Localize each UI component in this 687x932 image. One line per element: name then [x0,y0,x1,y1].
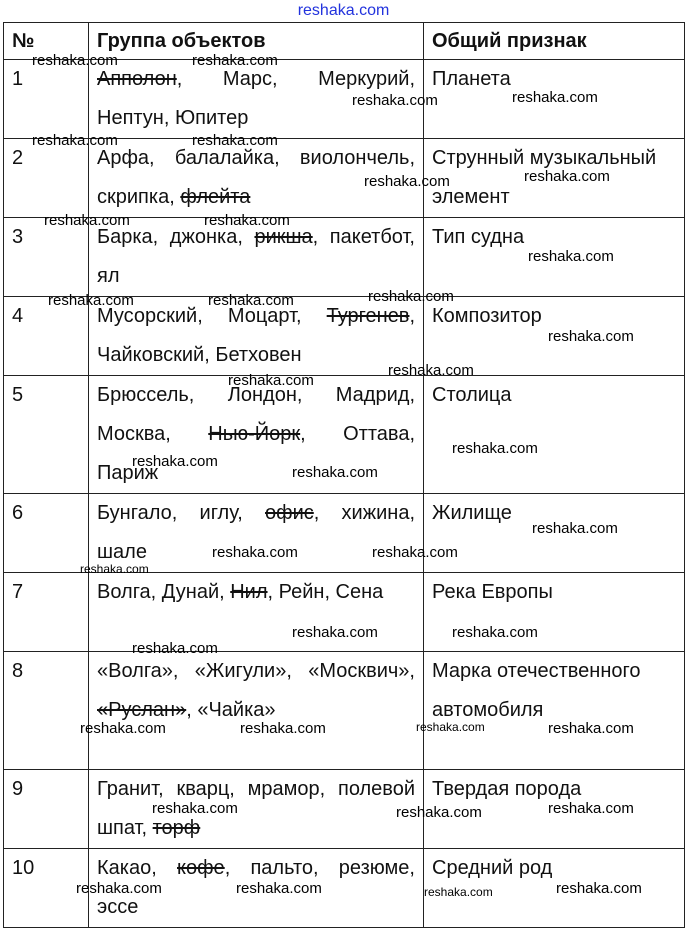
watermark-text: reshaka.com [548,328,634,345]
crossed-out-word: офис [265,502,314,524]
watermark-text: reshaka.com [292,624,378,641]
common-feature: Река Европы [424,573,685,652]
top-watermark: reshaka.com [297,2,390,19]
watermark-text: reshaka.com [396,804,482,821]
common-feature: Жилище [424,494,685,573]
crossed-out-word: кофе [177,857,225,879]
crossed-out-word: «Руслан» [97,699,187,721]
group-text-before: Какао, [97,857,177,879]
group-text-before: «Волга», «Жигули», «Москвич», [97,660,415,682]
crossed-out-word: Нью-Йорк [208,423,301,445]
group-text-before: Волга, Дунай, [97,581,231,603]
header-feature: Общий признак [424,23,685,60]
object-group [89,652,424,770]
watermark-text: reshaka.com [236,880,322,897]
group-text-before: Арфа, балалайка, виолончель, скрипка, [97,147,415,208]
common-feature: Планета [424,60,685,139]
common-feature: Композитор [424,297,685,376]
watermark-text: reshaka.com [192,132,278,149]
watermark-text: reshaka.com [80,720,166,737]
watermark-text: reshaka.com [524,168,610,185]
watermark-text: reshaka.com [548,800,634,817]
table-row [4,652,685,770]
common-feature: Марка отечественного автомобиля [424,652,685,770]
watermark-text: reshaka.com [152,800,238,817]
crossed-out-word: Апполон [97,68,177,90]
object-group [89,218,424,297]
common-feature: Столица [424,376,685,494]
table-row [4,60,685,139]
object-group [89,494,424,573]
group-text-after: , «Чайка» [186,699,276,721]
row-number: 3 [4,218,89,297]
watermark-text: reshaka.com [424,885,493,899]
table-row [4,573,685,652]
watermark-text: reshaka.com [212,544,298,561]
header-num: № [4,23,89,60]
watermark-text: reshaka.com [556,880,642,897]
group-text-after: , Марс, Меркурий, Нептун, Юпитер [97,68,415,129]
row-number: 6 [4,494,89,573]
row-number: 9 [4,770,89,849]
object-group [89,849,424,928]
crossed-out-word: рикша [254,226,313,248]
watermark-text: reshaka.com [44,212,130,229]
group-text-before: Гранит, кварц, мрамор, полевой шпат, [97,778,415,839]
object-group [89,297,424,376]
watermark-text: reshaka.com [372,544,458,561]
crossed-out-word: торф [152,817,201,839]
group-text-after: , Чайковский, Бетховен [97,305,415,366]
row-number: 5 [4,376,89,494]
watermark-text: reshaka.com [416,720,485,734]
common-feature: Твердая порода [424,770,685,849]
group-text-after: , Рейн, Сена [267,581,384,603]
object-group [89,573,424,652]
watermark-text: reshaka.com [80,562,149,576]
watermark-text: reshaka.com [32,52,118,69]
crossed-out-word: флейта [180,186,251,208]
table-row [4,376,685,494]
group-text-before: Мусорский, Моцарт, [97,305,327,327]
watermark-text: reshaka.com [192,52,278,69]
object-group [89,60,424,139]
table-row [4,297,685,376]
table-row [4,849,685,928]
group-text-after: , хижина, шале [97,502,416,563]
row-number: 4 [4,297,89,376]
watermark-text: reshaka.com [48,292,134,309]
watermark-text: reshaka.com [132,640,218,657]
group-text-after: , Оттава, Париж [97,423,415,484]
watermark-text: reshaka.com [76,880,162,897]
watermark-text: reshaka.com [452,440,538,457]
row-number: 10 [4,849,89,928]
group-text-after: , пальто, резюме, эссе [97,857,415,918]
object-group [89,139,424,218]
row-number: 7 [4,573,89,652]
object-group [89,770,424,849]
table-row [4,770,685,849]
watermark-text: reshaka.com [388,362,474,379]
watermark-text: reshaka.com [204,212,290,229]
crossed-out-word: Нил [230,581,268,603]
header-group: Группа объектов [89,23,424,60]
watermark-text: reshaka.com [240,720,326,737]
watermark-text: reshaka.com [364,173,450,190]
watermark-text: reshaka.com [132,453,218,470]
group-text-before: Барка, джонка, [97,226,255,248]
group-text-before: Брюссель, Лондон, Мадрид, Москва, [97,384,415,445]
row-number: 2 [4,139,89,218]
watermark-text: reshaka.com [352,92,438,109]
object-group [89,376,424,494]
header-row [4,23,685,60]
group-text-before: Бунгало, иглу, [97,502,266,524]
common-feature: Тип судна [424,218,685,297]
common-feature: Средний род [424,849,685,928]
table-row [4,218,685,297]
watermark-text: reshaka.com [292,464,378,481]
watermark-text: reshaka.com [452,624,538,641]
watermark-text: reshaka.com [32,132,118,149]
watermark-text: reshaka.com [532,520,618,537]
table-row [4,139,685,218]
watermark-text: reshaka.com [548,720,634,737]
crossed-out-word: Тургенев [326,305,410,327]
group-text-after: , пакетбот, ял [97,226,415,287]
row-number: 1 [4,60,89,139]
watermark-text: reshaka.com [512,89,598,106]
table-row [4,494,685,573]
watermark-text: reshaka.com [228,372,314,389]
row-number: 8 [4,652,89,770]
watermark-text: reshaka.com [528,248,614,265]
common-feature: Струнный музыкальный элемент [424,139,685,218]
watermark-text: reshaka.com [368,288,454,305]
watermark-text: reshaka.com [208,292,294,309]
objects-table [3,22,685,928]
